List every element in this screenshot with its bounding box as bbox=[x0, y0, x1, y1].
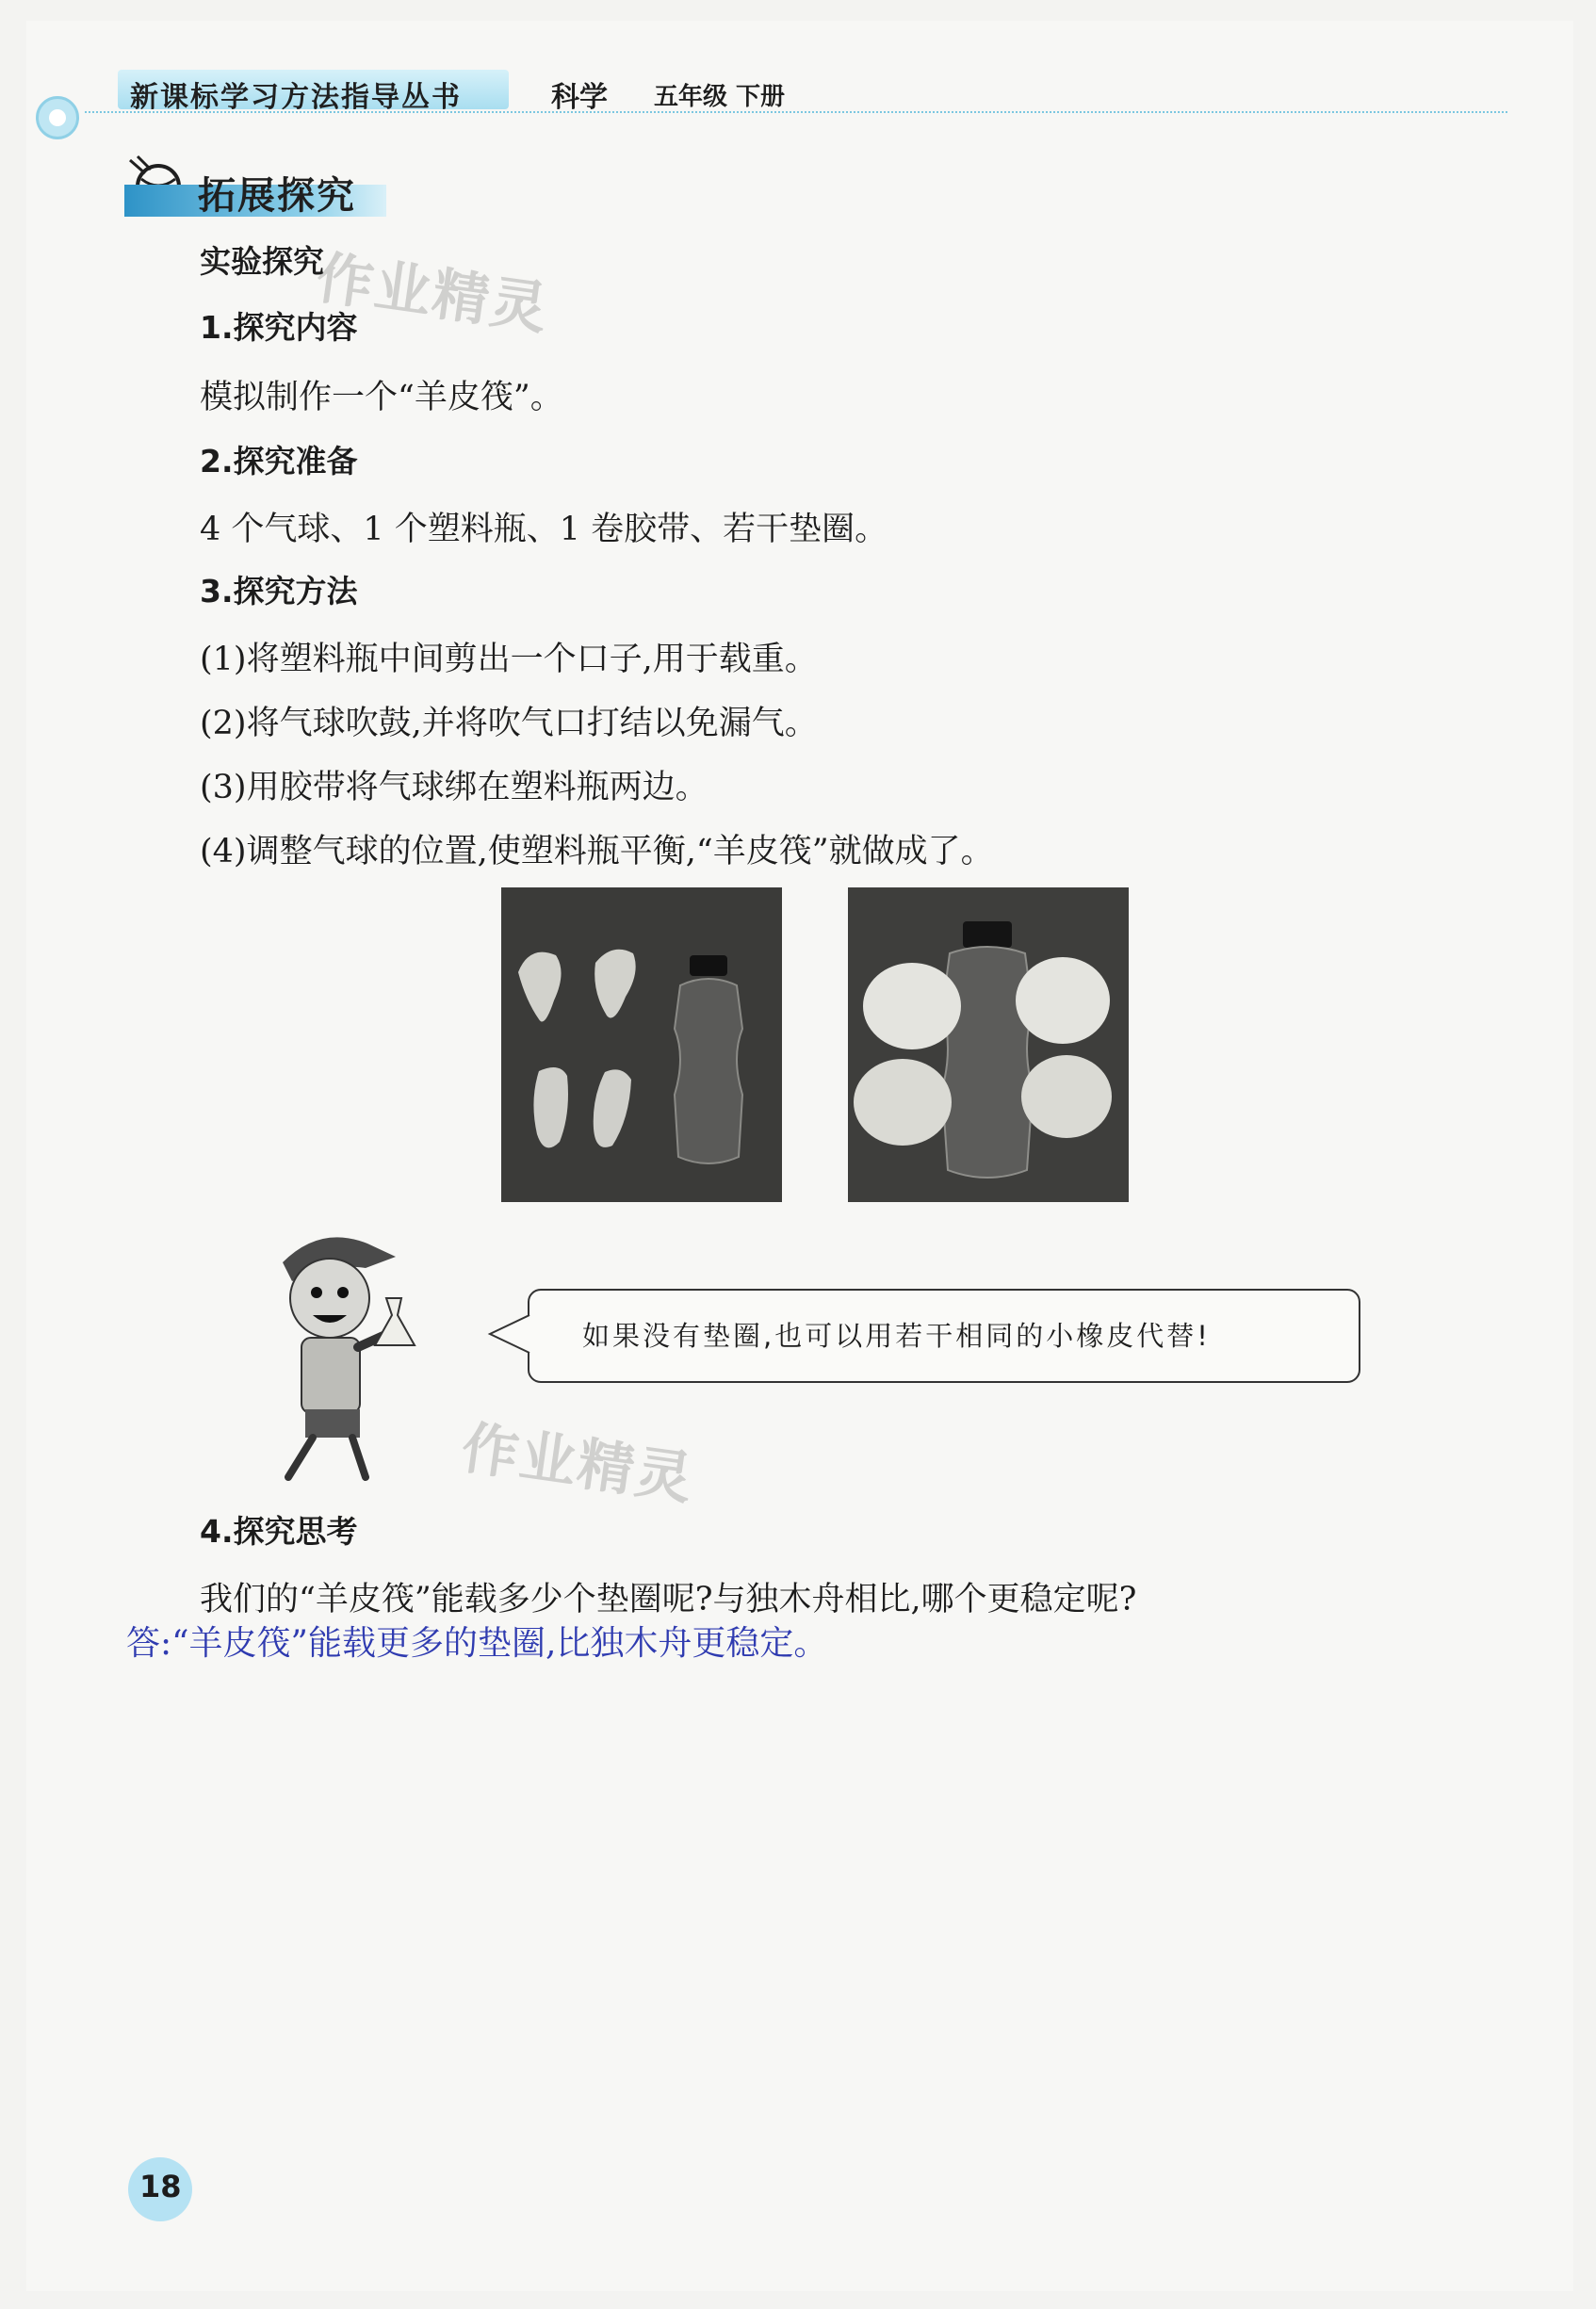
header-circle-icon bbox=[36, 96, 79, 139]
step-4: (4)调整气球的位置,使塑料瓶平衡,“羊皮筏”就做成了。 bbox=[200, 833, 994, 870]
balloons-bottle-illustration bbox=[501, 887, 782, 1202]
page-sheet bbox=[26, 21, 1573, 2291]
step-1: (1)将塑料瓶中间剪出一个口子,用于载重。 bbox=[200, 641, 818, 678]
materials-text: 4 个气球、1 个塑料瓶、1 卷胶带、若干垫圈。 bbox=[200, 511, 888, 548]
subject-label: 科学 bbox=[551, 81, 608, 114]
heading-thinking: 4.探究思考 bbox=[200, 1513, 358, 1550]
subtitle: 实验探究 bbox=[200, 243, 324, 280]
photo-raft bbox=[848, 887, 1129, 1202]
photo-materials bbox=[501, 887, 782, 1202]
section-title: 拓展探究 bbox=[198, 173, 356, 218]
raft-illustration bbox=[848, 887, 1129, 1202]
grade-label: 五年级 下册 bbox=[654, 83, 786, 111]
heading-content: 1.探究内容 bbox=[200, 309, 358, 346]
watermark: 作业精灵 bbox=[312, 245, 553, 343]
header-divider bbox=[85, 111, 1507, 113]
bubble-text: 如果没有垫圈,也可以用若干相同的小橡皮代替! bbox=[582, 1320, 1211, 1352]
question-text: 我们的“羊皮筏”能载多少个垫圈呢?与独木舟相比,哪个更稳定呢? bbox=[200, 1581, 1137, 1618]
page-number: 18 bbox=[139, 2169, 182, 2204]
heading-method: 3.探究方法 bbox=[200, 573, 358, 610]
answer-text: 答:“羊皮筏”能载更多的垫圈,比独木舟更稳定。 bbox=[126, 1624, 828, 1663]
step-3: (3)用胶带将气球绑在塑料瓶两边。 bbox=[200, 769, 708, 806]
content-text: 模拟制作一个“羊皮筏”。 bbox=[200, 379, 563, 416]
heading-preparation: 2.探究准备 bbox=[200, 443, 358, 480]
series-title: 新课标学习方法指导丛书 bbox=[130, 81, 462, 114]
watermark: 作业精灵 bbox=[457, 1415, 698, 1513]
bubble-tail bbox=[486, 1311, 531, 1357]
step-2: (2)将气球吹鼓,并将吹气口打结以免漏气。 bbox=[200, 705, 818, 742]
boy-cartoon-icon bbox=[254, 1225, 443, 1488]
